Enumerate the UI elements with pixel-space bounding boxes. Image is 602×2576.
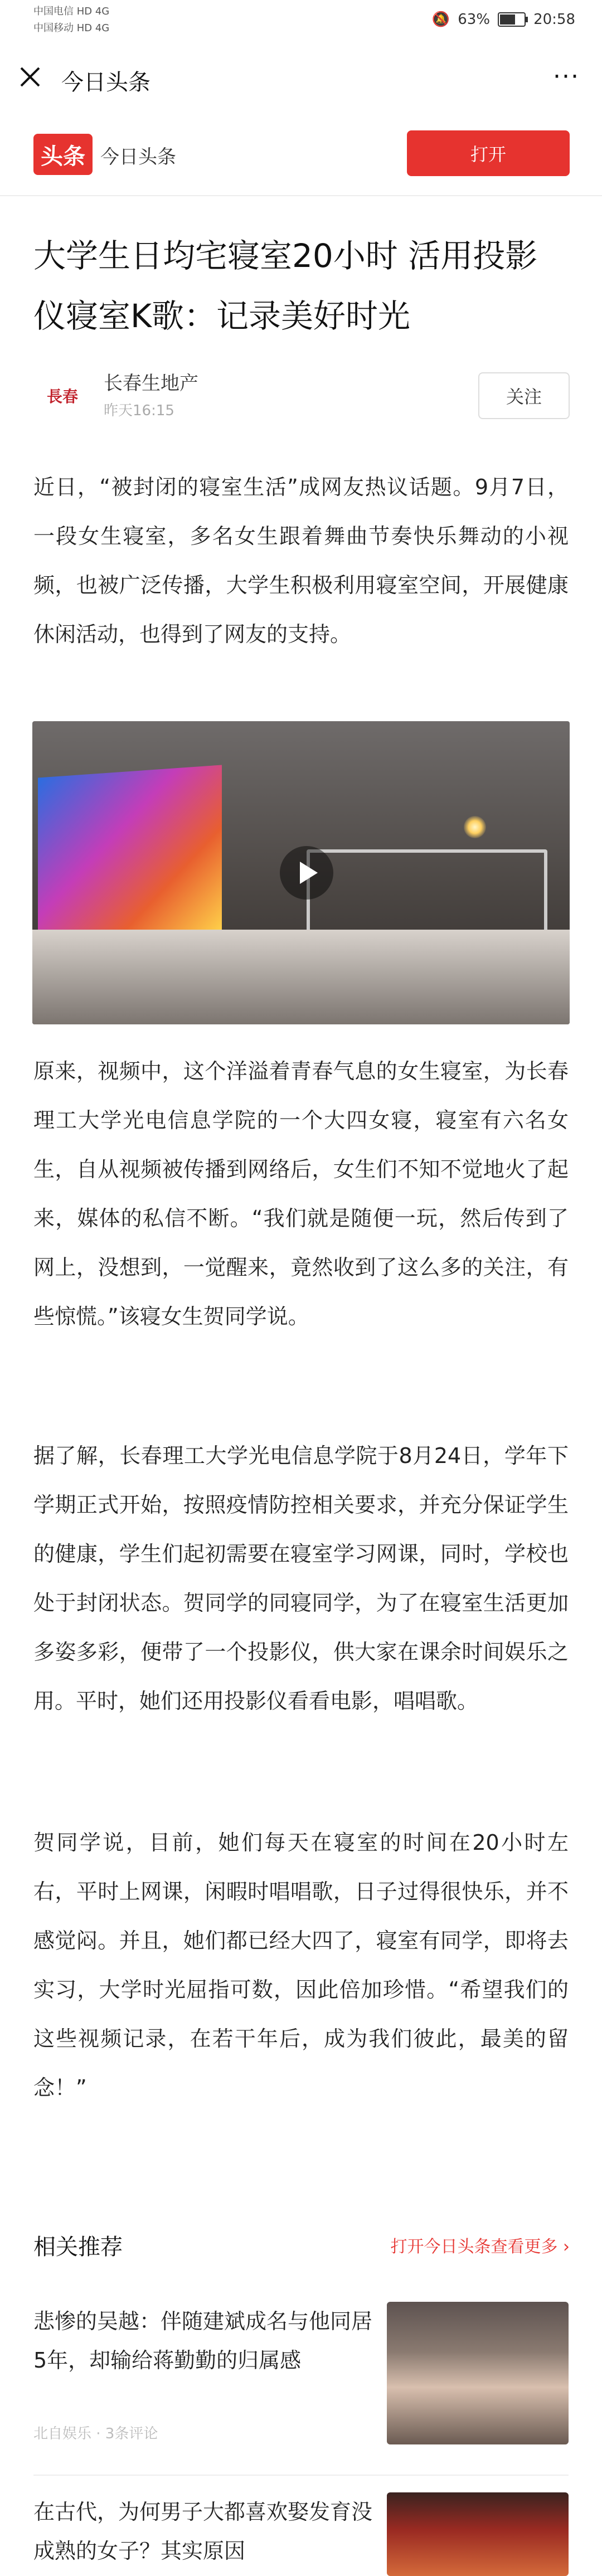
- recommend-title[interactable]: 悲惨的吴越：伴随建斌成名与他同居5年，却输给蒋勤勤的归属感: [33, 2309, 373, 2373]
- article-paragraph-3: 据了解，长春理工大学光电信息学院于8月24日，学年下学期正式开始，按照疫情防控相关要求，并充分保证学生的健康，学生们起初需要在寝室学习网课，同时，学校也处于封闭状态。贺同学的同寝同学，为了在寝室生活更加多姿多彩，便带了一个投影仪，供大家在课余时间娱乐之用。平时，她们还用投影仪看看电影，唱唱歌。: [33, 1443, 569, 1713]
- divider: [33, 2475, 569, 2476]
- nav-title: 今日头条: [61, 70, 151, 95]
- battery-percent: 63%: [458, 11, 491, 28]
- close-icon[interactable]: [17, 64, 45, 91]
- open-more-link[interactable]: 打开今日头条查看更多 ›: [390, 2237, 570, 2257]
- clock: 20:58: [533, 11, 575, 28]
- open-app-button[interactable]: 打开: [407, 130, 570, 176]
- follow-button[interactable]: 关注: [478, 372, 570, 419]
- carrier-1: 中国电信 HD 4G: [33, 6, 110, 17]
- recommend-item[interactable]: [33, 2302, 569, 2447]
- battery-fill: [500, 14, 514, 25]
- carrier-info: [33, 3, 109, 37]
- author-name[interactable]: 长春生地产: [104, 372, 198, 395]
- carrier-2: 中国移动 HD 4G: [33, 22, 110, 34]
- recommend-meta: 北自娱乐 · 3条评论: [33, 2426, 158, 2442]
- battery-icon: [498, 12, 526, 27]
- projection-image: [38, 765, 222, 945]
- play-icon[interactable]: [280, 846, 333, 900]
- nav-bar: [0, 45, 602, 111]
- recommend-title[interactable]: 在古代，为何男子大都喜欢娶发育没成熟的女子？其实原因: [33, 2500, 373, 2563]
- article-paragraph-1: 近日，“被封闭的寝室生活”成网友热议话题。9月7日，一段女生寝室，多名女生跟着舞曲节奏快乐舞动的小视频，也被广泛传播，大学生积极利用寝室空间，开展健康休闲活动，也得到了网友的支持。: [33, 475, 569, 647]
- publish-time: 昨天16:15: [104, 402, 174, 419]
- app-banner: [0, 111, 602, 196]
- app-name: 今日头条: [100, 146, 176, 168]
- more-icon[interactable]: ···: [553, 62, 580, 91]
- recommend-thumbnail[interactable]: [387, 2492, 569, 2576]
- recommend-heading: 相关推荐: [33, 2234, 123, 2260]
- author-avatar[interactable]: 長春: [46, 387, 78, 406]
- status-right: [432, 11, 575, 28]
- recommend-item[interactable]: [33, 2492, 569, 2576]
- recommend-thumbnail[interactable]: [387, 2302, 569, 2444]
- article-headline: 大学生日均宅寝室20小时 活用投影仪寝室K歌：记录美好时光: [33, 237, 538, 335]
- mute-icon: 🔕: [431, 11, 450, 28]
- article-video[interactable]: [32, 721, 570, 1024]
- article-paragraph-2: 原来，视频中，这个洋溢着青春气息的女生寝室，为长春理工大学光电信息学院的一个大四女寝，寝室有六名女生，自从视频被传播到网络后，女生们不知不觉地火了起来，媒体的私信不断。“我们就是随便一玩，然后传到了网上，没想到，一觉醒来，竟然收到了这么多的关注，有些惊慌。”该寝女生贺同学说。: [33, 1059, 569, 1329]
- light-glow: [464, 816, 486, 838]
- status-bar: [0, 0, 602, 45]
- article-paragraph-4: 贺同学说，目前，她们每天在寝室的时间在20小时左右，平时上网课，闲暇时唱唱歌，日子过得很快乐，并不感觉闷。并且，她们都已经大四了，寝室有同学，即将去实习，大学时光屈指可数，因此倍加珍惜。“希望我们的这些视频记录，在若干年后，成为我们彼此，最美的留念！”: [33, 1830, 569, 2100]
- bed-area: [32, 930, 570, 1024]
- toutiao-logo: 头条: [33, 134, 93, 175]
